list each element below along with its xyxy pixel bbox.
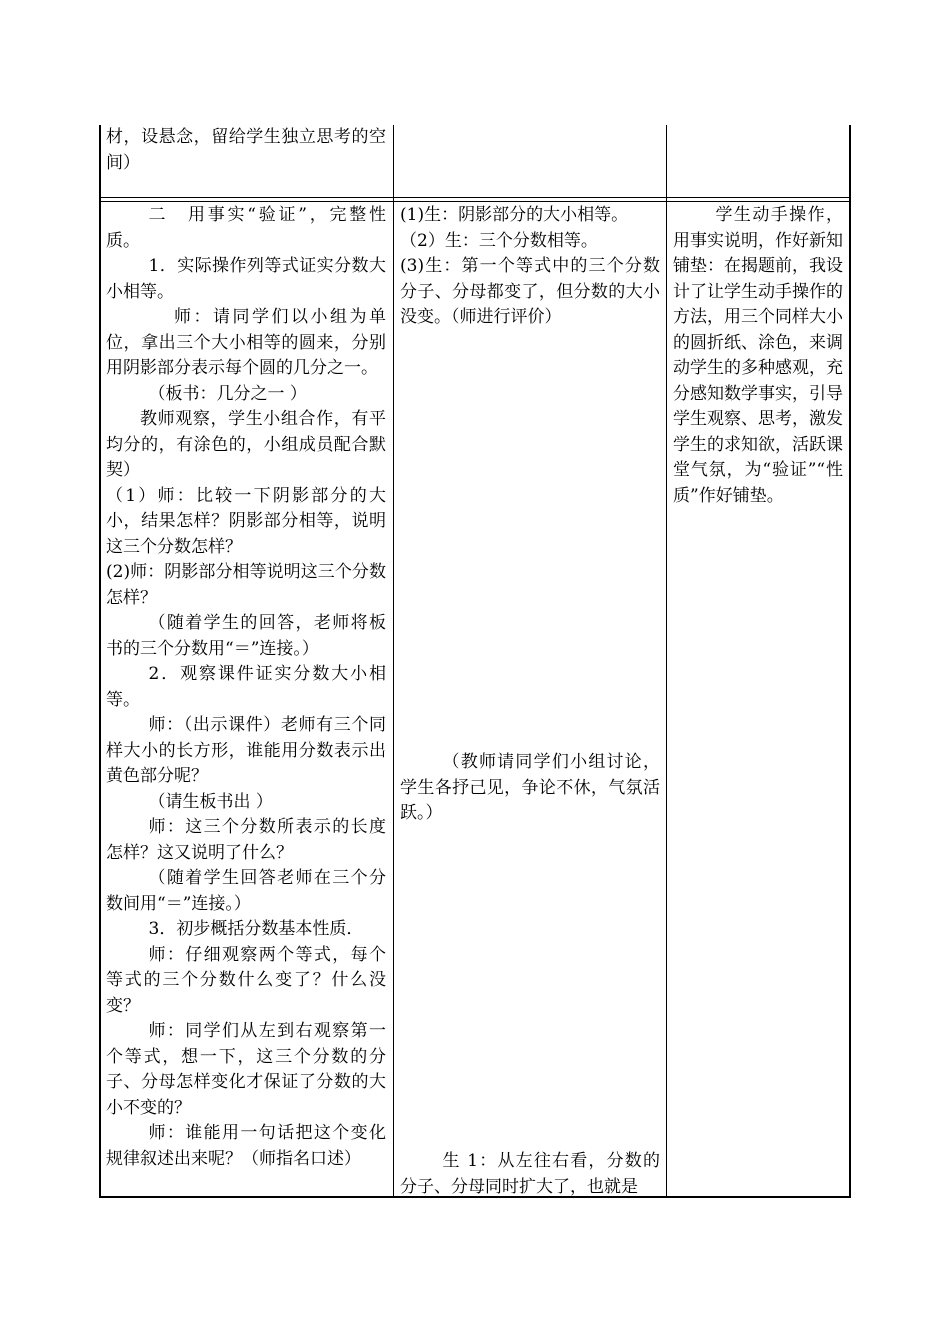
observe-equations-paragraph: 师：仔细观察两个等式，每个等式的三个分数什么变了？什么没变？ (106, 944, 386, 1016)
row-divider-bottom (99, 201, 851, 202)
question-1-paragraph: （1）师：比较一下阴影部分的大小，结果怎样？阴影部分相等，说明这三个分数怎样？ (106, 485, 386, 557)
left-to-right-paragraph: 师：同学们从左到右观察第一个等式，想一下，这三个分数的分子、分母怎样变化才保证了分数的大小不变的？ (106, 1021, 386, 1118)
row2-col2-mid (400, 750, 660, 827)
student-answer-2: （2）生：三个分数相等。 (400, 230, 598, 251)
step-1-heading: 1．实际操作列等式证实分数大小相等。 (106, 256, 386, 302)
courseware-paragraph: 师：（出示课件）老师有三个同样大小的长方形，谁能用分数表示出黄色部分呢？ (106, 715, 386, 786)
summarize-rule-paragraph: 师：谁能用一句话把这个变化规律叙述出来呢？（师指名口述） (106, 1123, 386, 1169)
teacher-instruction-paragraph: 师：请同学们以小组为单位，拿出三个大小相等的圆来，分别用阴影部分表示每个圆的几分之一。 (106, 307, 386, 378)
row1-col1-cell (106, 125, 386, 176)
board-note-3: （请生板书出 ） (148, 791, 273, 812)
design-rationale-text: 学生动手操作，用事实说明，作好新知铺垫：在揭题前，我设计了让学生动手操作的方法，用三个同样大小的圆折纸、涂色，来调动学生的多种感观，充分感知数学事实，引导学生观察、思考，激发学生的求知欲，活跃课堂气氛，为“验证”“性质”作好铺垫。 (673, 205, 843, 506)
board-note-2: （随着学生的回答，老师将板书的三个分数用“＝”连接。） (106, 613, 386, 659)
step-3-heading: 3．初步概括分数基本性质． (148, 919, 364, 939)
observation-paragraph: 教师观察，学生小组合作，有平均分的，有涂色的，小组成员配合默契） (106, 409, 386, 480)
board-note-4: （随着学生回答老师在三个分数间用“＝”连接。） (106, 868, 386, 914)
table-border-right (849, 125, 851, 1198)
table-divider-col2 (666, 125, 667, 1198)
row-divider-top (99, 197, 851, 198)
step-2-heading: 2．观察课件证实分数大小相等。 (106, 664, 386, 710)
student-answer-1: (1)生：阴影部分的大小相等。 (400, 205, 629, 225)
row2-col1-cell (106, 203, 386, 1172)
table-border-left (99, 125, 101, 1198)
row2-col2-bottom (400, 1149, 660, 1200)
table-divider-col1 (393, 125, 394, 1198)
section-heading: 二 用事实“验证”，完整性质。 (106, 205, 386, 251)
row2-col3-cell (673, 203, 843, 509)
question-2-paragraph: (2)师：阴影部分相等说明这三个分数怎样？ (106, 562, 386, 608)
row2-col2-top (400, 203, 660, 331)
student-1-answer: 生 1：从左往右看，分数的分子、分母同时扩大了，也就是 (400, 1151, 660, 1197)
board-note-1: （板书：几分之一 ） (148, 383, 307, 404)
length-question-paragraph: 师：这三个分数所表示的长度怎样？这又说明了什么？ (106, 817, 386, 863)
group-discussion-note: （教师请同学们小组讨论，学生各抒己见，争论不休，气氛活跃。） (400, 752, 660, 823)
student-answer-3: (3)生：第一个等式中的三个分数分子、分母都变了，但分数的大小没变。（师进行评价） (400, 256, 660, 327)
row1-col1-text: 材，设悬念，留给学生独立思考的空间） (106, 127, 386, 173)
